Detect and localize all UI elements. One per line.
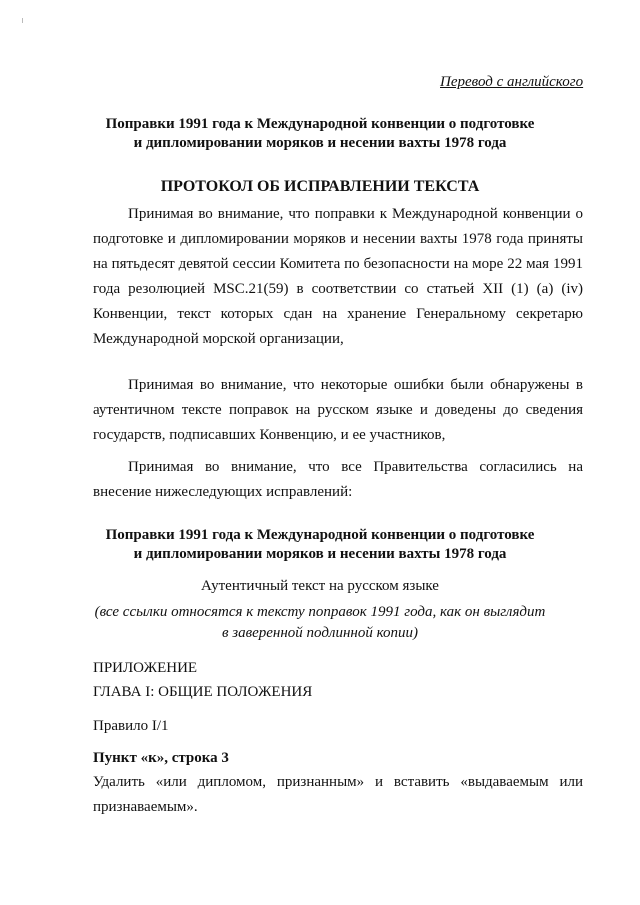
heading-line-2: и дипломировании моряков и несении вахты 1978 года <box>133 135 507 151</box>
document-heading <box>60 115 580 153</box>
translation-note: Перевод с английского <box>440 74 584 90</box>
references-note <box>60 602 580 644</box>
rule-label: Правило I/1 <box>93 718 169 734</box>
amendments-heading <box>60 526 580 564</box>
heading-line-1: Поправки 1991 года к Международной конвенции о подготовке <box>105 116 535 132</box>
paragraph-3: Принимая во внимание, что все Правительства согласились на внесение нижеследующих исправлений: <box>93 459 583 500</box>
references-note-line-2: в заверенной подлинной копии) <box>221 625 419 641</box>
references-note-line-1: (все ссылки относятся к тексту поправок 1991 года, как он выглядит <box>94 604 546 620</box>
instruction-text: Удалить «или дипломом, признанным» и вставить «выдаваемым или признаваемым». <box>93 774 583 815</box>
paragraph-1: Принимая во внимание, что поправки к Международной конвенции о подготовке и дипломировании моряков и несении вахты 1978 года приняты на пятьдесят девятой сессии Комитета по безопасности на море 22 мая 1991 года резолюцией MSC.21(59) в соответствии со статьей XII (1) (a) (iv) Конвенции, текст которых сдан на хранение Генеральному секретарю Международной морской организации, <box>93 206 583 347</box>
annex-label: ПРИЛОЖЕНИЕ <box>93 660 198 676</box>
paragraph-2: Принимая во внимание, что некоторые ошибки были обнаружены в аутентичном тексте поправок на русском языке и доведены до сведения государств, подписавших Конвенцию, и ее участников, <box>93 377 583 443</box>
point-label: Пункт «к», строка 3 <box>93 750 229 766</box>
authentic-text-label: Аутентичный текст на русском языке <box>201 578 439 594</box>
amendments-heading-line-1: Поправки 1991 года к Международной конвенции о подготовке <box>105 527 535 543</box>
scan-mark <box>22 18 23 23</box>
chapter-label: ГЛАВА I: ОБЩИЕ ПОЛОЖЕНИЯ <box>93 684 313 700</box>
protocol-title: ПРОТОКОЛ ОБ ИСПРАВЛЕНИИ ТЕКСТА <box>160 178 480 195</box>
amendments-heading-line-2: и дипломировании моряков и несении вахты 1978 года <box>133 546 507 562</box>
